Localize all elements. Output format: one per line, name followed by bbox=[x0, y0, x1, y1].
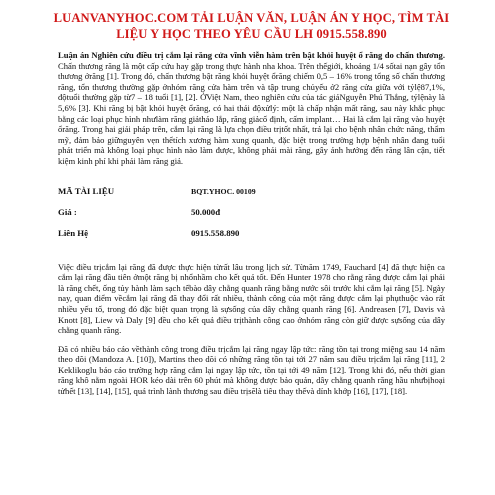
promo-banner bbox=[52, 10, 451, 42]
price-label: Giá : bbox=[58, 207, 77, 218]
code-value: BQT.YHOC. 00109 bbox=[191, 186, 256, 196]
body-paragraph-2: Đã có nhiều báo cáo vềthành công trong điều trịcắm lại răng ngay lập tức: răng tồn tại trong miệng sau 14 năm theo dõi (Mandoza A. [10]), Martins theo dõi có những răng tồn tại tới 27 năm sau điều trịcắm lại răng [11], 2 Keklikoglu báo cáo trường hợp răng cắm lại ngay lập tức, tồn tại tới 49 năm [12]. Trong khi đó, nếu thời gian răng khô nằm ngoài HOR kéo dài trên 60 phút mà không được bảo quản, dây chằng quanh răng hầu nhưbịhoại tửhết [13], [14], [15], quá trình lành thương sau điều trịsẽlà tiêu thay thếvà dính khớp [16], [17], [18]. bbox=[58, 343, 445, 397]
info-row-contact bbox=[58, 223, 445, 244]
body-paragraph-1: Việc điều trịcắm lại răng đã được thực hiện từrất lâu trong lịch sử. Từnăm 1749, Fauchard [4] đã thực hiện ca cắm lại răng đầu tiên ởmột răng bị nhổnhầm cho kết quả tốt. Đến Hunter 1978 cho rằng răng được cắm lại phải là răng chết, ống tủy hành làm sạch tếbào dây chằng quanh răng bằng nước sôi trước khi cắm lại răng [5]. Ngày nay, quan điểm vềcắm lại răng đã thay đổi rất nhiều, thành công của một răng được cắm lại phụthuộc vào rất nhiều yếu tố, trong đó đặc biệt quan trọng là sựsống của dây chằng quanh răng [6]. Andreasen [7], Davis và Knott [8], Liew và Daly [9] đều cho kết quả điều trịthành công cao ởnhóm răng còn giữ được sựsống của dây chằng quanh răng. bbox=[58, 261, 445, 336]
document-info bbox=[58, 181, 445, 244]
banner-line-2: LIỆU Y HỌC THEO YÊU CẦU LH 0915.558.890 bbox=[116, 27, 387, 41]
banner-line-1: LUANVANYHOC.COM TẢI LUẬN VĂN, LUẬN ÁN Y HỌC, TÌM TÀI bbox=[53, 11, 450, 25]
contact-value: 0915.558.890 bbox=[191, 228, 240, 239]
price-value: 50.000đ bbox=[191, 207, 221, 218]
intro-paragraph bbox=[58, 50, 445, 167]
intro-body: Chấn thương răng là một cấp cứu hay gặp trong thực hành nha khoa. Trên thếgiới, khoảng 1/4 sốtai nạn gây tổn thương ởrăng [1]. Trong đó, chấn thương bật răng khỏi huyệt ổrăng chiếm 0,5 – 16% trong tổng số chấn thương răng, tổn thương thường gặp ởnhóm răng cửa hàm trên và tập trung chủyếu ở2 răng cửa giữa với tỷlệ87,1%, độtuổi thường gặp từ7 – 18 tuổi [1], [2]. ỞViệt Nam, theo nghiên cứu của tác giảNguyễn Phú Thắng, tỷlệnày là 5,6% [3]. Khi răng bị bật khỏi huyệt ổrăng, có hai thái độxửlý: một là chấp nhận mất răng, sau này khắc phục bằng các loại phục hình nhưlàm răng giảtháo lắp, răng giảcố định, cấm implant… Hai là cắm lại răng vào huyệt ổrăng. Trong hai giải pháp trên, cắm lại răng là lựa chọn điều trịtốt nhất, trả lại cho bệnh nhân chức năng, thẩm mỹ, đảm bảo giữnguyên vẹn thểtích xương hàm xung quanh, đặc biệt trong trường hợp bệnh nhân đang tuổi phát triển mà không loại phục hình nào làm được, không phải mài răng, gây ảnh hưởng đến răng lân cận, tiết kiệm kinh phí khi phải làm răng giả. bbox=[58, 60, 445, 166]
info-row-code bbox=[58, 181, 445, 202]
code-label: MÃ TÀI LIỆU bbox=[58, 186, 115, 197]
info-row-price bbox=[58, 202, 445, 223]
thesis-title: Luận án Nghiên cứu điều trị cắm lại răng cửa vĩnh viễn hàm trên bật khỏi huyệt ổ răng do chấn thương. bbox=[58, 50, 445, 60]
contact-label: Liên Hệ bbox=[58, 228, 89, 239]
